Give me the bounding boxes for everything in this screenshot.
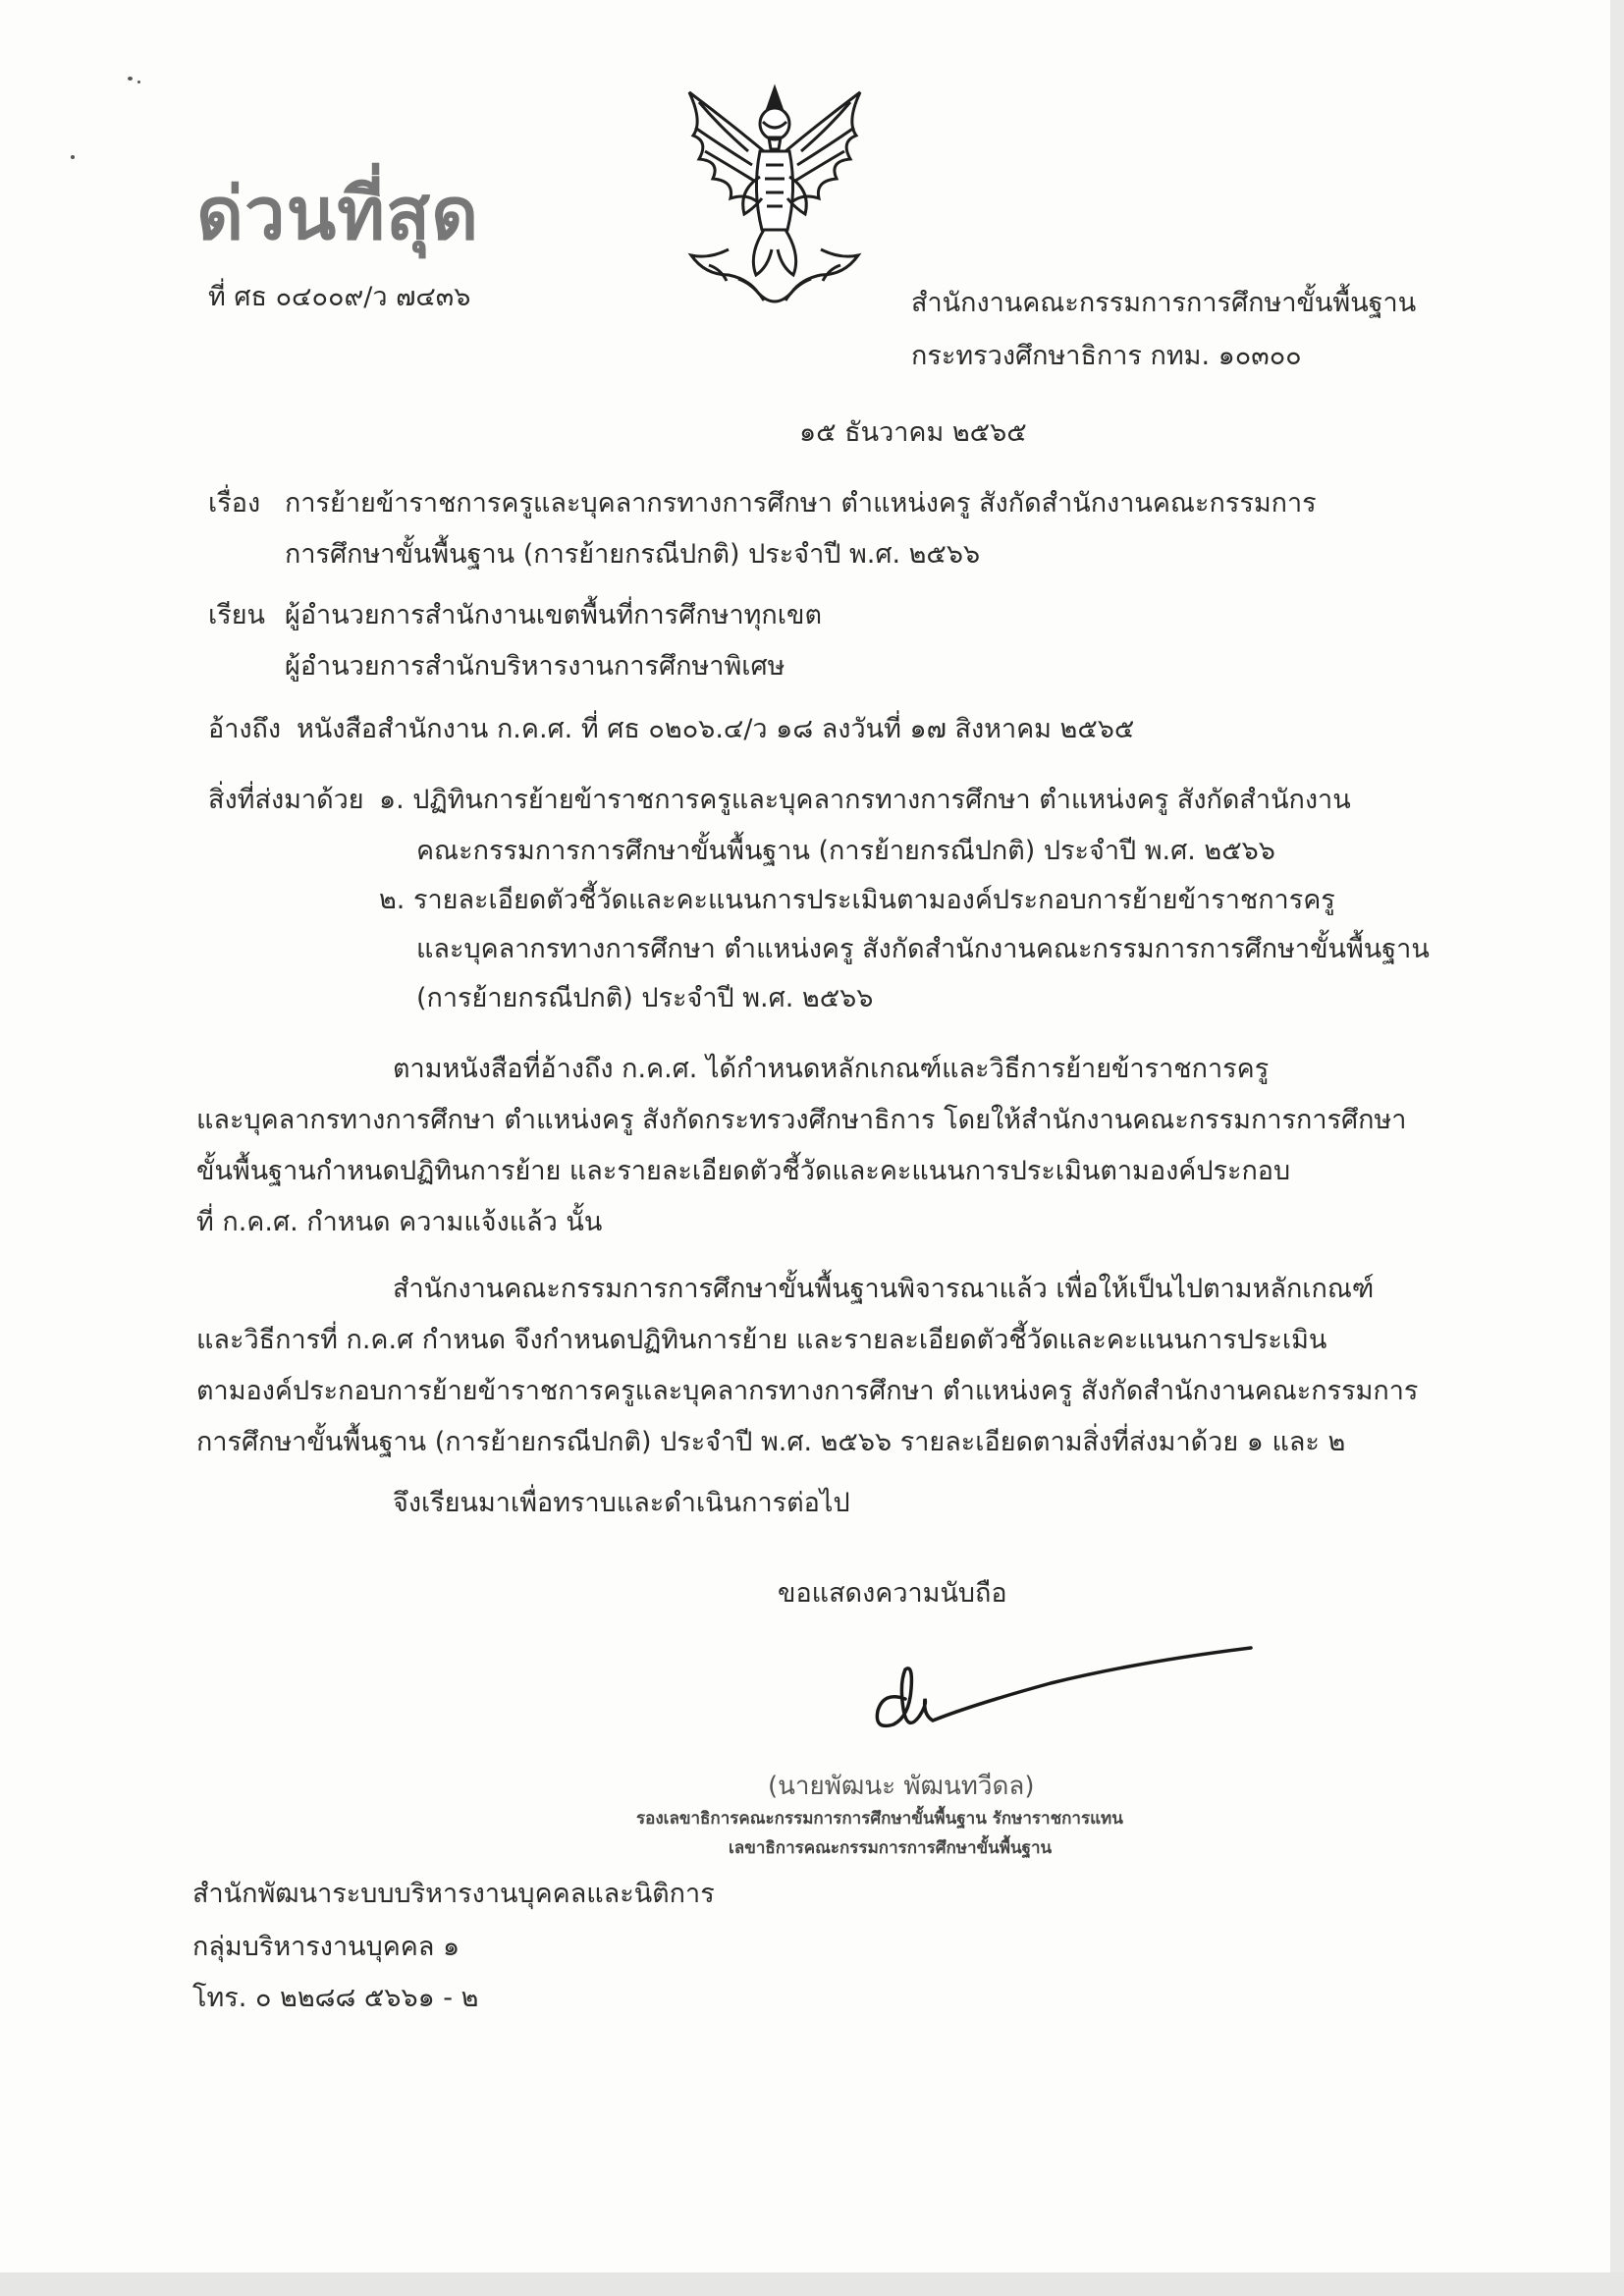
body-p2-line-3: ตามองค์ประกอบการย้ายข้าราชการครูและบุคลากรทางการศึกษา ตำแหน่งครู สังกัดสำนักงานคณะกรรมการ <box>196 1376 1419 1406</box>
scan-speck <box>71 155 75 159</box>
footer-office: สำนักพัฒนาระบบบริหารงานบุคคลและนิติการ <box>192 1879 715 1909</box>
subject-line-2: การศึกษาขั้นพื้นฐาน (การย้ายกรณีปกติ) ประจำปี พ.ศ. ๒๕๖๖ <box>285 539 981 570</box>
recipient-line-1: ผู้อำนวยการสำนักงานเขตพื้นที่การศึกษาทุกเขต <box>285 600 822 630</box>
scan-edge-bottom <box>0 2272 1624 2296</box>
closing-salutation: ขอแสดงความนับถือ <box>778 1578 1007 1609</box>
footer-group: กลุ่มบริหารงานบุคคล ๑ <box>192 1932 460 1962</box>
recipient-label: เรียน <box>208 600 266 630</box>
issuing-office: สำนักงานคณะกรรมการการศึกษาขั้นพื้นฐาน <box>911 288 1417 318</box>
signatory-name: (นายพัฒนะ พัฒนทวีดล) <box>768 1772 1035 1801</box>
body-p1-line-4: ที่ ก.ค.ศ. กำหนด ความแจ้งแล้ว นั้น <box>196 1207 603 1237</box>
body-p2-line-4: การศึกษาขั้นพื้นฐาน (การย้ายกรณีปกติ) ประจำปี พ.ศ. ๒๕๖๖ รายละเอียดตามสิ่งที่ส่งมาด้วย ๑ และ ๒ <box>196 1427 1346 1457</box>
enclosure-2-line-1: ๒. รายละเอียดตัวชี้วัดและคะแนนการประเมินตามองค์ประกอบการย้ายข้าราชการครู <box>379 885 1335 915</box>
body-p3: จึงเรียนมาเพื่อทราบและดำเนินการต่อไป <box>393 1488 850 1518</box>
enclosure-1-line-2: คณะกรรมการการศึกษาขั้นพื้นฐาน (การย้ายกรณีปกติ) ประจำปี พ.ศ. ๒๕๖๖ <box>416 836 1275 866</box>
scan-edge-right <box>1610 0 1624 2296</box>
enclosure-2-line-3: (การย้ายกรณีปกติ) ประจำปี พ.ศ. ๒๕๖๖ <box>416 983 874 1013</box>
scan-speck <box>137 81 140 83</box>
subject-line-1: การย้ายข้าราชการครูและบุคลากรทางการศึกษา ตำแหน่งครู สังกัดสำนักงานคณะกรรมการ <box>285 488 1317 519</box>
urgency-stamp: ด่วนที่สุด <box>196 172 480 256</box>
issuing-office-address: กระทรวงศึกษาธิการ กทม. ๑๐๓๐๐ <box>911 341 1302 371</box>
enclosure-1-line-1: ๑. ปฏิทินการย้ายข้าราชการครูและบุคลากรทางการศึกษา ตำแหน่งครู สังกัดสำนักงาน <box>379 785 1351 815</box>
enclosures-label: สิ่งที่ส่งมาด้วย <box>208 785 364 815</box>
signatory-title-line-1: รองเลขาธิการคณะกรรมการการศึกษาขั้นพื้นฐาน รักษาราชการแทน <box>636 1809 1123 1829</box>
reference-text: หนังสือสำนักงาน ก.ค.ศ. ที่ ศธ ๐๒๐๖.๔/ว ๑๘ ลงวันที่ ๑๗ สิงหาคม ๒๕๖๕ <box>297 714 1135 744</box>
signatory-title-line-2: เลขาธิการคณะกรรมการการศึกษาขั้นพื้นฐาน <box>729 1838 1053 1858</box>
body-p2-line-1: สำนักงานคณะกรรมการการศึกษาขั้นพื้นฐานพิจารณาแล้ว เพื่อให้เป็นไปตามหลักเกณฑ์ <box>393 1274 1375 1304</box>
garuda-emblem-icon <box>670 82 880 318</box>
body-p1-line-3: ขั้นพื้นฐานกำหนดปฏิทินการย้าย และรายละเอียดตัวชี้วัดและคะแนนการประเมินตามองค์ประกอบ <box>196 1156 1291 1186</box>
enclosure-2-line-2: และบุคลากรทางการศึกษา ตำแหน่งครู สังกัดสำนักงานคณะกรรมการการศึกษาขั้นพื้นฐาน <box>416 934 1430 964</box>
letter-date: ๑๕ ธันวาคม ๒๕๖๕ <box>799 417 1027 448</box>
footer-phone: โทร. ๐ ๒๒๘๘ ๕๖๖๑ - ๒ <box>192 1983 479 2013</box>
reference-number: ที่ ศธ ๐๔๐๐๙/ว ๗๔๓๖ <box>208 282 471 312</box>
body-p1-line-1: ตามหนังสือที่อ้างถึง ก.ค.ศ. ได้กำหนดหลักเกณฑ์และวิธีการย้ายข้าราชการครู <box>393 1054 1270 1084</box>
subject-label: เรื่อง <box>208 488 261 519</box>
recipient-line-2: ผู้อำนวยการสำนักบริหารงานการศึกษาพิเศษ <box>285 651 785 682</box>
body-p1-line-2: และบุคลากรทางการศึกษา ตำแหน่งครู สังกัดกระทรวงศึกษาธิการ โดยให้สำนักงานคณะกรรมการการศึกษา <box>196 1105 1407 1135</box>
reference-label: อ้างถึง <box>208 714 282 744</box>
signature-icon <box>854 1640 1267 1748</box>
scan-speck <box>128 77 133 81</box>
body-p2-line-2: และวิธีการที่ ก.ค.ศ กำหนด จึงกำหนดปฏิทินการย้าย และรายละเอียดตัวชี้วัดและคะแนนการประเมิน <box>196 1325 1327 1355</box>
